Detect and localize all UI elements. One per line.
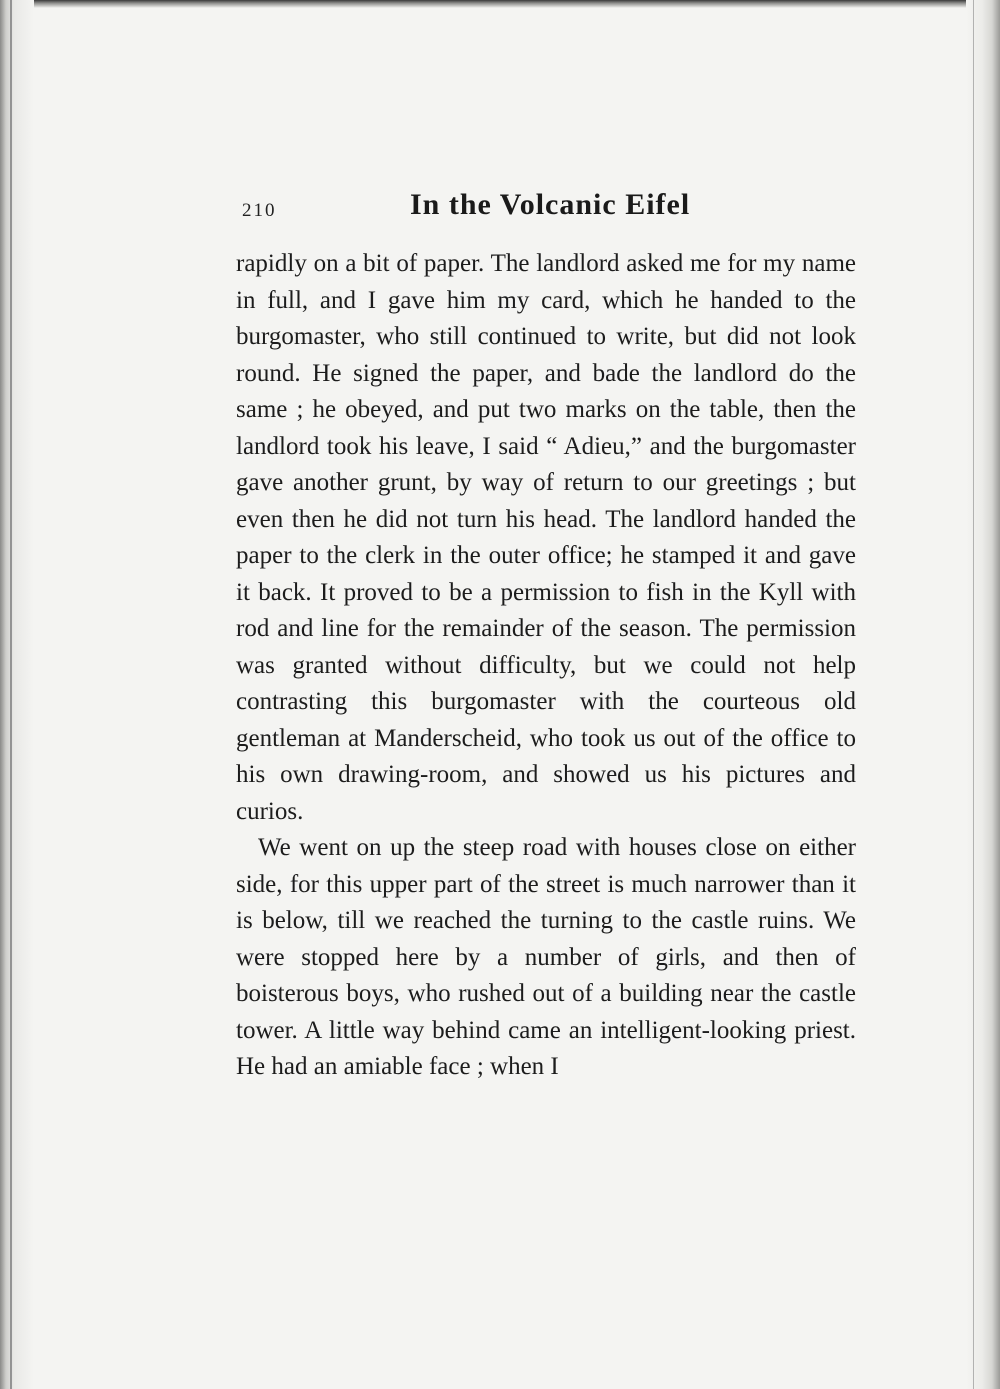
paragraph-2: We went on up the steep road with houses close on either side, for this upper part of the street is much narrower than it is below, till we reached the turning to the castle ruins. We were stopped here by a number of girls, and then of boisterous boys, who rushed out of a building near the castle tower. A little way behind came an intelligent-looking priest. He had an amiable face ; when I (236, 834, 856, 1080)
running-header (242, 188, 854, 232)
body-text (236, 246, 856, 1086)
paragraph-1: rapidly on a bit of paper. The landlord asked me for my name in full, and I gave him my card, which he handed to the burgomaster, who still continued to write, but did not look round. He signed the paper, and bade the landlord do the same ; he obeyed, and put two marks on the table, then the landlord took his leave, I said “ Adieu,” and the burgomaster gave another grunt, by way of return to our greetings ; but even then he did not turn his head. The landlord handed the paper to the clerk in the outer office; he stamped it and gave it back. It proved to be a permission to fish in the Kyll with rod and line for the remainder of the season. The permission was granted without difficulty, but we could not help contrasting this burgomaster with the courteous old gentleman at Manderscheid, who took us out of the office to his own drawing-room, and showed us his pictures and curios. (236, 250, 856, 825)
page-number: 210 (242, 200, 277, 221)
page-top-edge (0, 0, 1000, 8)
gutter-line-left (10, 0, 12, 1389)
page-edge-right (966, 0, 1000, 1389)
running-title: In the Volcanic Eifel (410, 188, 691, 221)
page-edge-line-right (973, 0, 974, 1389)
book-gutter-left (0, 0, 34, 1389)
